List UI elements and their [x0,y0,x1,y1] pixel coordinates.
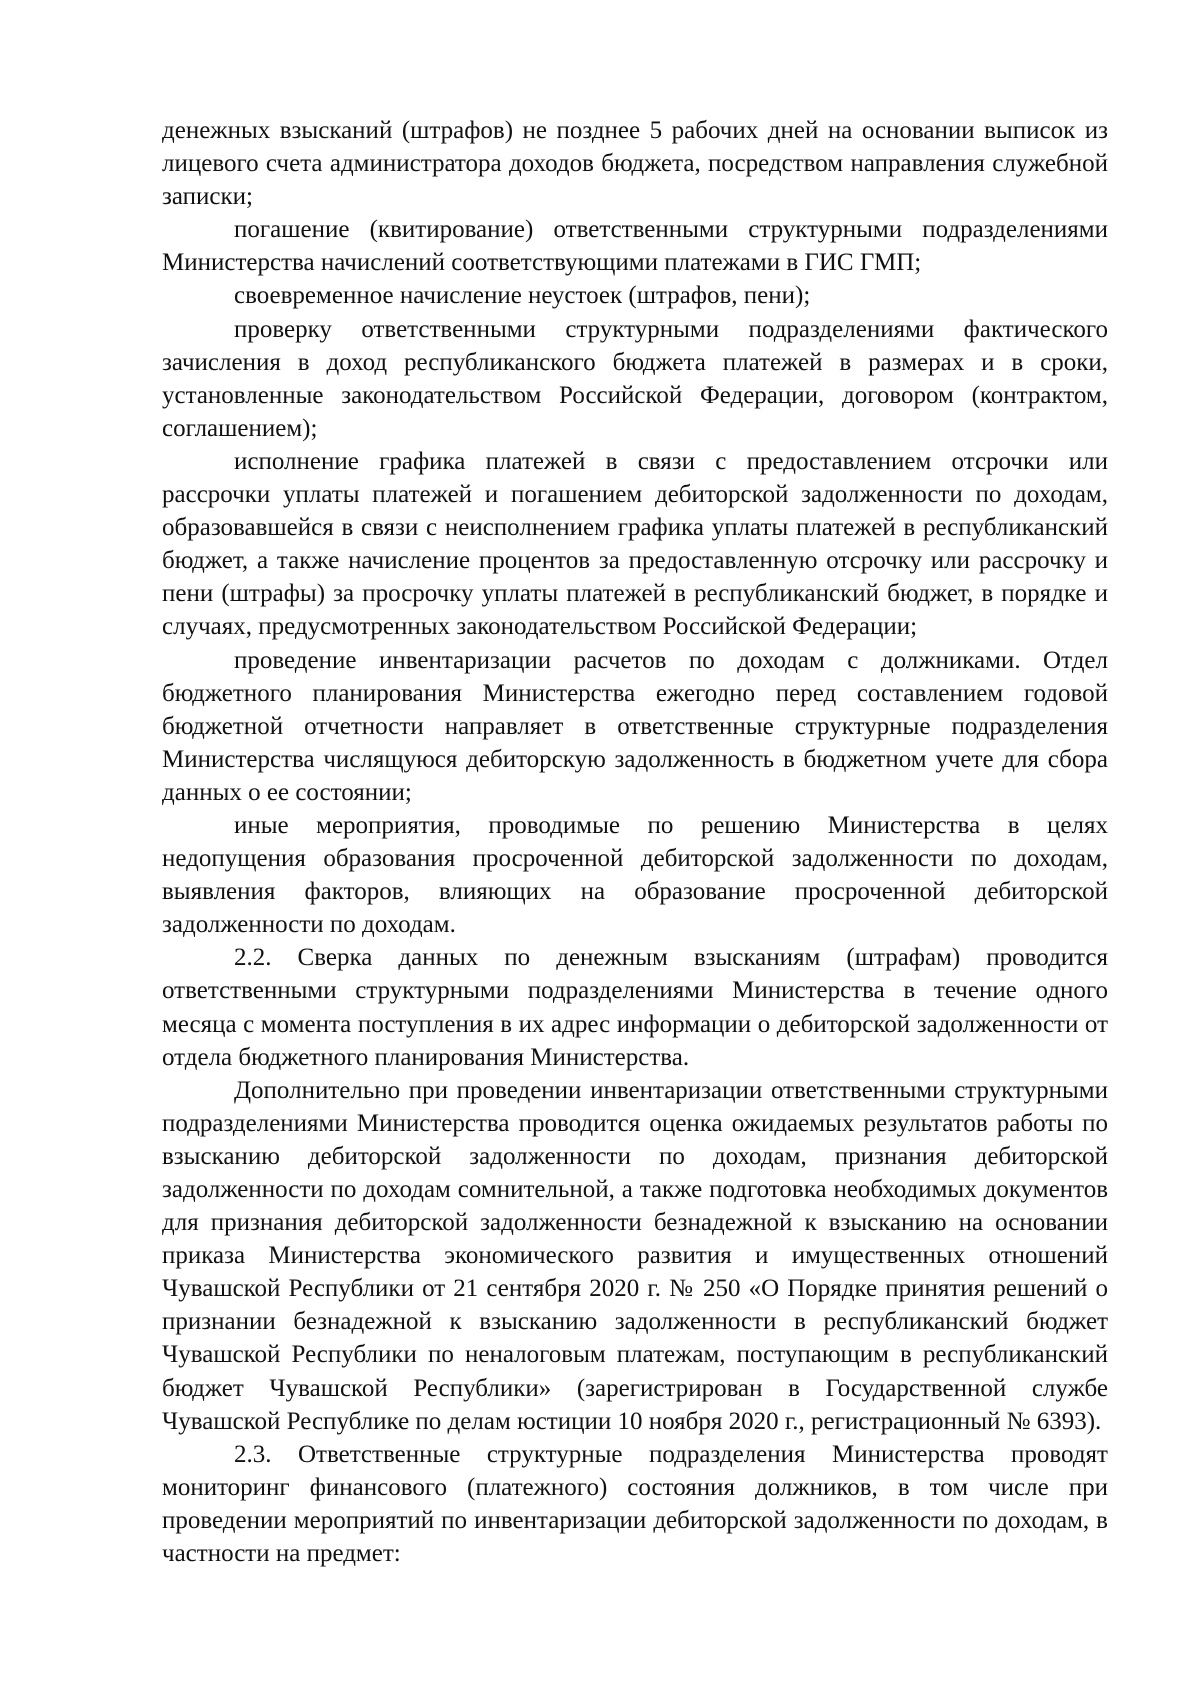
paragraph-payment-schedule: исполнение графика платежей в связи с предоставлением отсрочки или рассрочки уплаты платежей и погашением дебиторской задолженности по доходам, образовавшейся в связи с неисполнением графика уплаты платежей в республиканский бюджет, а также начисление процентов за предоставленную отсрочку или рассрочку и пени (штрафы) за просрочку уплаты платежей в республиканский бюджет, в порядке и случаях, предусмотренных законодательством Российской Федерации; [162,447,1108,641]
document-body [162,114,1108,1570]
paragraph-inventory: проведение инвентаризации расчетов по доходам с должниками. Отдел бюджетного планирования Министерства ежегодно перед составлением годовой бюджетной отчетности направляет в ответственные структурные подразделения Министерства числящуюся дебиторскую задолженность в бюджетном учете для сбора данных о ее состоянии; [162,646,1108,806]
paragraph-continuation: денежных взысканий (штрафов) не позднее 5 рабочих дней на основании выписок из лицевого счета администратора доходов бюджета, посредством направления служебной записки; [162,117,1108,211]
paragraph-penalties: своевременное начисление неустоек (штрафов, пени); [234,282,811,310]
paragraph-verification: проверку ответственными структурными подразделениями фактического зачисления в доход республиканского бюджета платежей в размерах и в сроки, установленные законодательством Российской Федерации, договором (контрактом, соглашением); [162,315,1108,442]
paragraph-other-measures: иные мероприятия, проводимые по решению Министерства в целях недопущения образования просроченной дебиторской задолженности по доходам, выявления факторов, влияющих на образование просроченной дебиторской задолженности по доходам. [162,811,1108,939]
paragraph-section-2-3: 2.3. Ответственные структурные подразделения Министерства проводят мониторинг финансового (платежного) состояния должников, в том числе при проведении мероприятий по инвентаризации дебиторской задолженности по доходам, в частности на предмет: [162,1440,1108,1568]
paragraph-additional: Дополнительно при проведении инвентаризации ответственными структурными подразделениями Министерства проводится оценка ожидаемых результатов работы по взысканию дебиторской задолженности по доходам, признания дебиторской задолженности по доходам сомнительной, а также подготовка необходимых документов для признания дебиторской задолженности безнадежной к взысканию на основании приказа Министерства экономического развития и имущественных отношений Чувашской Республики от 21 сентября 2020 г. № 250 «О Порядке принятия решений о признании безнадежной к взысканию задолженности в республиканский бюджет Чувашской Республики по неналоговым платежам, поступающим в республиканский бюджет Чувашской Республики» (зарегистрирован в Государственной службе Чувашской Республике по делам юстиции 10 ноября 2020 г., регистрационный № 6393). [162,1076,1108,1435]
paragraph-repayment: погашение (квитирование) ответственными структурными подразделениями Министерства начислений соответствующими платежами в ГИС ГМП; [162,216,1108,277]
paragraph-section-2-2: 2.2. Сверка данных по денежным взысканиям (штрафам) проводится ответственными структурными подразделениями Министерства в течение одного месяца с момента поступления в их адрес информации о дебиторской задолженности от отдела бюджетного планирования Министерства. [162,944,1108,1071]
